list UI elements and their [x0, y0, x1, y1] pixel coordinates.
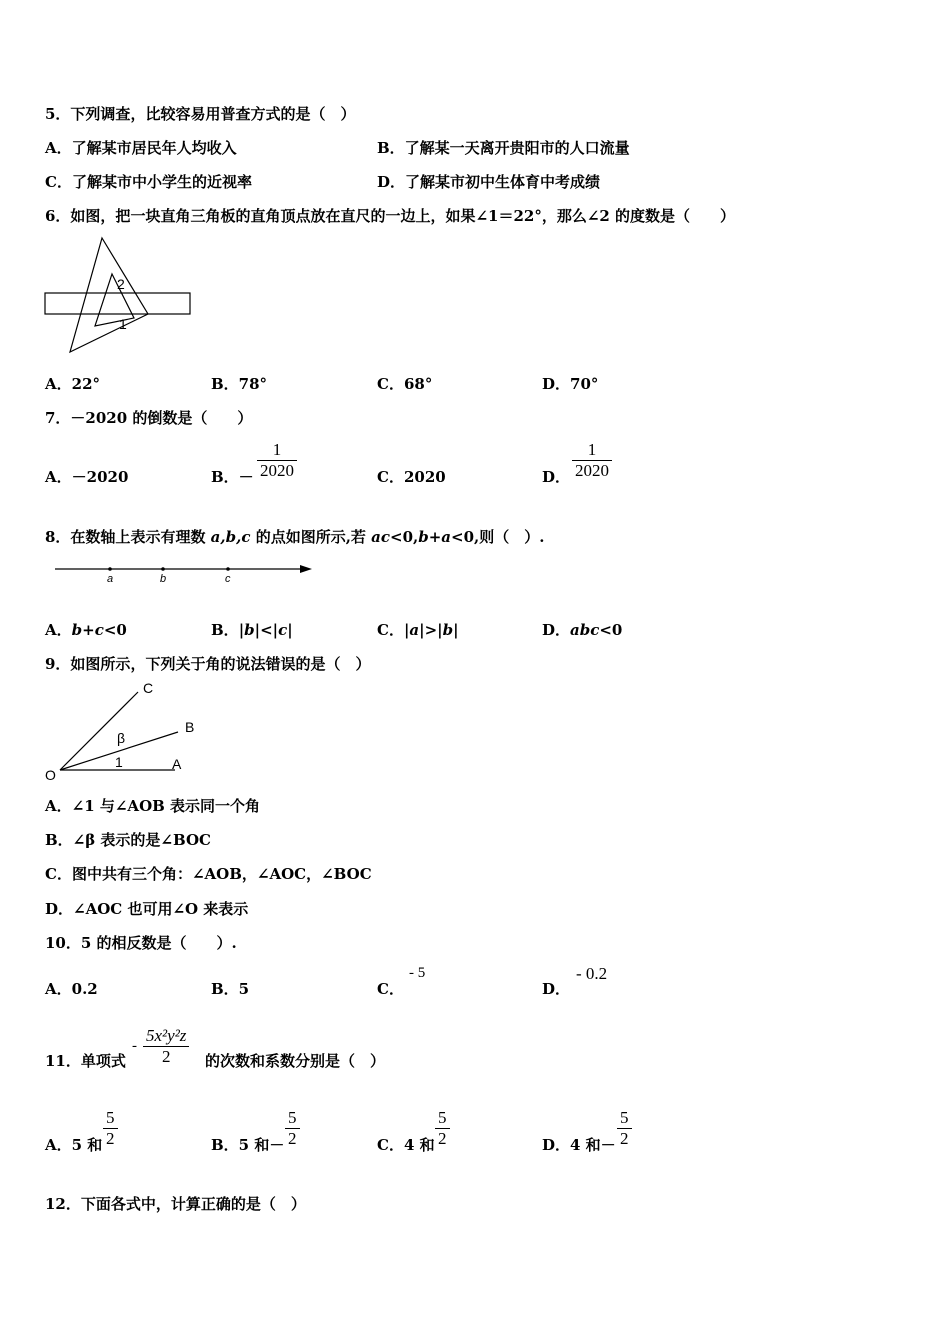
q6-option-c: C．68° [377, 375, 433, 393]
label-b: B [185, 719, 195, 735]
q10-option-a: A．0.2 [45, 980, 98, 998]
q11-a-numerator: 5 [106, 1108, 115, 1127]
q10-option-c-value: - 5 [409, 965, 426, 981]
q7-option-a: A．－2020 [45, 468, 129, 486]
label-1: 1 [115, 754, 123, 770]
q8-d-prefix: D． [542, 621, 571, 639]
q11-c-denominator: 2 [438, 1129, 447, 1148]
q11-option-d-fraction [617, 1108, 632, 1149]
q5-option-d: D．了解某市初中生体育中考成绩 [377, 173, 601, 191]
q7-option-b-label: B．－ [211, 468, 254, 486]
q8-stem-cond1b: <0, [390, 528, 419, 546]
label-o: O [45, 767, 56, 783]
q6-stem: 6．如图，把一块直角三角板的直角顶点放在直尺的一边上，如果∠1＝22°，那么∠2 的度数是（ ） [45, 207, 736, 225]
q8-c-expr: |a|>|b| [403, 621, 459, 639]
q11-coefficient-fraction [143, 1026, 189, 1067]
q9-option-b: B．∠β 表示的是∠BOC [45, 831, 211, 849]
q11-stem-post: 的次数和系数分别是（ ） [205, 1052, 386, 1070]
q7-b-numerator: 1 [272, 440, 282, 459]
q8-b-prefix: B． [211, 621, 239, 639]
q11-d-denominator: 2 [620, 1129, 629, 1148]
angle-1-label: 1 [119, 316, 127, 332]
q11-minus-sign: - [132, 1038, 137, 1054]
q8-stem-pre: 8．在数轴上表示有理数 [45, 528, 211, 546]
q8-d-expr: abc [570, 621, 600, 639]
q5-option-c: C．了解某市中小学生的近视率 [45, 173, 252, 191]
q11-option-c-label: C．4 和 [377, 1136, 435, 1154]
q9-option-c: C．图中共有三个角：∠AOB，∠AOC，∠BOC [45, 865, 372, 883]
q8-d-tail: <0 [599, 621, 623, 639]
q11-b-numerator: 5 [288, 1108, 297, 1127]
q6-option-a: A．22° [45, 375, 101, 393]
q8-stem-cond1: ac [371, 528, 390, 546]
q11-numerator: 5x²y²z [146, 1026, 187, 1045]
q9-stem: 9．如图所示，下列关于角的说法错误的是（ ） [45, 655, 371, 673]
q11-option-a-fraction [103, 1108, 118, 1149]
q8-a-tail: <0 [103, 621, 127, 639]
q11-option-b-label: B．5 和－ [211, 1136, 285, 1154]
q8-stem-cond2: b+a [418, 528, 452, 546]
q7-option-d-label: D． [542, 468, 571, 486]
q10-option-b: B．5 [211, 980, 250, 998]
q7-b-denominator: 2020 [260, 461, 294, 480]
q10-option-c-label: C． [377, 980, 404, 998]
q10-option-d-label: D． [542, 980, 571, 998]
point-a-label: a [107, 573, 114, 585]
q6-option-b: B．78° [211, 375, 268, 393]
angle-2-label: 2 [117, 276, 125, 292]
q7-d-denominator: 2020 [575, 461, 609, 480]
q8-a-prefix: A． [45, 621, 72, 639]
q11-denominator: 2 [161, 1047, 171, 1066]
q8-stem-mid: 的点如图所示,若 [250, 528, 372, 546]
q8-stem-vars: a,b,c [210, 528, 251, 546]
label-c: C [143, 680, 154, 696]
q11-option-d-label: D．4 和－ [542, 1136, 616, 1154]
q7-stem: 7．－2020 的倒数是（ ） [45, 409, 253, 427]
q11-a-denominator: 2 [106, 1129, 115, 1148]
q11-b-denominator: 2 [288, 1129, 297, 1148]
q7-option-c: C．2020 [377, 468, 446, 486]
q8-stem-post: <0,则（ ）. [451, 528, 545, 546]
q11-option-c-fraction [435, 1108, 450, 1149]
q5-stem: 5．下列调查，比较容易用普查方式的是（ ） [45, 105, 356, 123]
q6-option-d: D．70° [542, 375, 599, 393]
q8-b-expr: |b|<|c| [238, 621, 293, 639]
label-a: A [172, 756, 182, 772]
q12-stem: 12．下面各式中，计算正确的是（ ） [45, 1195, 306, 1213]
q11-option-b-fraction [285, 1108, 300, 1149]
q11-stem-pre: 11．单项式 [45, 1052, 126, 1070]
q5-option-b: B．了解某一天离开贵阳市的人口流量 [377, 139, 630, 157]
q8-c-prefix: C． [377, 621, 404, 639]
q11-option-a-label: A．5 和 [45, 1136, 103, 1154]
point-b-label: b [160, 573, 167, 585]
q5-option-a: A．了解某市居民年人均收入 [45, 139, 237, 157]
point-c-label: c [225, 573, 231, 585]
q7-d-numerator: 1 [587, 440, 597, 459]
ray-oc [60, 692, 138, 770]
q10-option-d-value: - 0.2 [576, 964, 608, 983]
q11-d-numerator: 5 [620, 1108, 629, 1127]
q11-c-numerator: 5 [438, 1108, 447, 1127]
q8-a-expr: b+c [71, 621, 104, 639]
q10-stem: 10．5 的相反数是（ ）. [45, 934, 237, 952]
q9-option-a: A．∠1 与∠AOB 表示同一个角 [45, 797, 261, 815]
label-beta: β [117, 730, 126, 746]
q9-option-d: D．∠AOC 也可用∠O 来表示 [45, 900, 249, 918]
